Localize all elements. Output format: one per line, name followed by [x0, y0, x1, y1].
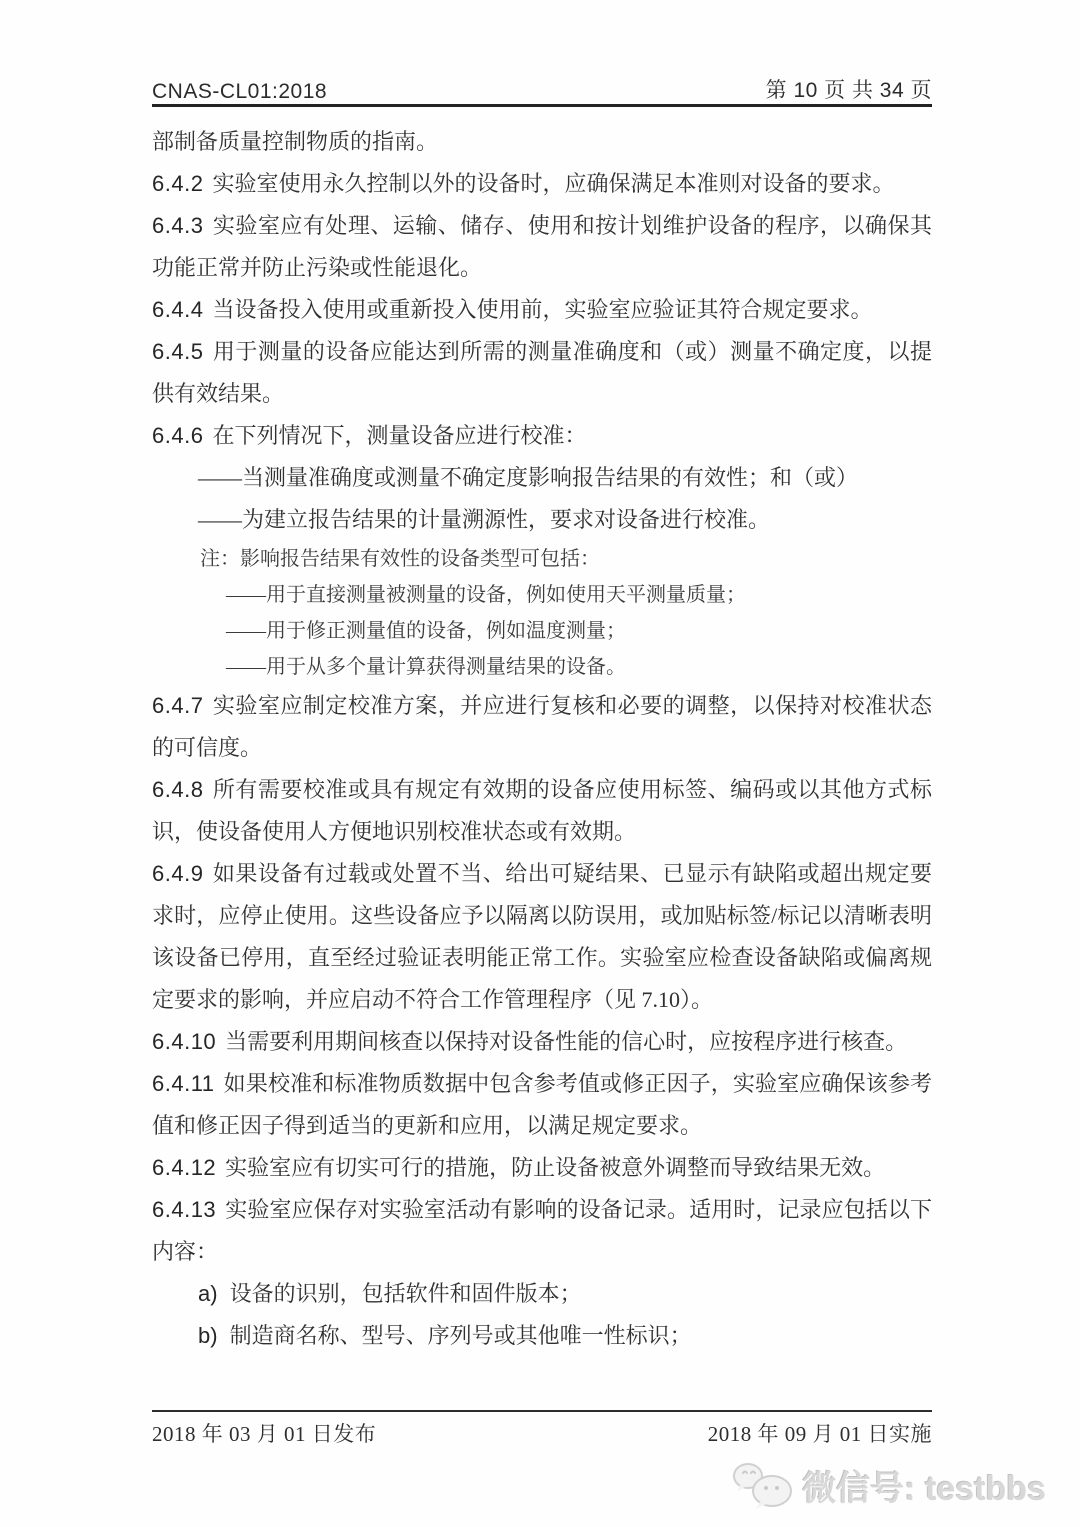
paragraph-continuation: 部制备质量控制物质的指南。: [152, 129, 439, 154]
note-line: 注：影响报告结果有效性的设备类型可包括：: [200, 548, 600, 570]
footer-issue-date: 2018 年 03 月 01 日发布: [152, 1422, 377, 1446]
note-dash-item: ——用于直接测量被测量的设备，例如使用天平测量质量；: [226, 584, 746, 606]
clause-text: 实验室应制定校准方案，并应进行复核和必要的调整，以保持对校准状态的可信度。: [152, 693, 932, 760]
clause-6-4-13: [152, 1189, 932, 1273]
clause-number: 6.4.2: [152, 171, 204, 196]
watermark-label: 微信号: testbbs: [802, 1469, 1046, 1508]
header-page-info: 第 10 页 共 34 页: [765, 79, 932, 102]
clause-text: 用于测量的设备应能达到所需的测量准确度和（或）测量不确定度，以提供有效结果。: [152, 339, 932, 406]
clause-text: 当设备投入使用或重新投入使用前，实验室应验证其符合规定要求。: [212, 297, 873, 322]
dash-item: ——当测量准确度或测量不确定度影响报告结果的有效性；和（或）: [198, 465, 859, 490]
clause-6-4-4: [152, 289, 932, 331]
clause-number: 6.4.9: [152, 861, 204, 886]
page-footer: [152, 1418, 932, 1448]
clause-text: 实验室应有切实可行的措施，防止设备被意外调整而导致结果无效。: [225, 1155, 886, 1180]
clause-text: 如果设备有过载或处置不当、给出可疑结果、已显示有缺陷或超出规定要求时，应停止使用。这些设备应予以隔离以防误用，或加贴标签/标记以清晰表明该设备已停用，直至经过验证表明能正常工作。实验室应检查设备缺陷或偏离规定要求的影响，并应启动不符合工作管理程序（见 7.10）。: [152, 861, 932, 1012]
note-dash-item: ——用于从多个量计算获得测量结果的设备。: [226, 656, 626, 678]
clause-number: 6.4.11: [152, 1071, 215, 1096]
header-rule: [152, 104, 932, 107]
list-marker: a): [198, 1281, 218, 1306]
list-item-b: [152, 1315, 932, 1357]
clause-number: 6.4.3: [152, 213, 204, 238]
list-marker: b): [198, 1323, 218, 1348]
clause-6-4-7: [152, 685, 932, 769]
clause-text: 在下列情况下，测量设备应进行校准：: [212, 423, 587, 448]
clause-text: 当需要利用期间核查以保持对设备性能的信心时，应按程序进行核查。: [225, 1029, 908, 1054]
header-doc-code: CNAS-CL01:2018: [152, 80, 328, 103]
wechat-icon: [730, 1459, 794, 1511]
clause-number: 6.4.6: [152, 423, 204, 448]
clause-number: 6.4.10: [152, 1029, 217, 1054]
clause-6-4-12: [152, 1147, 932, 1189]
document-body: [152, 121, 932, 1357]
clause-6-4-6: [152, 415, 932, 457]
footer-impl-date: 2018 年 09 月 01 日实施: [707, 1422, 932, 1446]
list-text: 制造商名称、型号、序列号或其他唯一性标识；: [229, 1323, 692, 1348]
clause-text: 实验室应保存对实验室活动有影响的设备记录。适用时，记录应包括以下内容：: [152, 1197, 932, 1264]
note-dash-item: ——用于修正测量值的设备，例如温度测量；: [226, 620, 626, 642]
clause-text: 如果校准和标准物质数据中包含参考值或修正因子，实验室应确保该参考值和修正因子得到适当的更新和应用，以满足规定要求。: [152, 1071, 932, 1138]
clause-text: 实验室应有处理、运输、储存、使用和按计划维护设备的程序，以确保其功能正常并防止污染或性能退化。: [152, 213, 932, 280]
dash-item: ——为建立报告结果的计量溯源性，要求对设备进行校准。: [198, 507, 771, 532]
clause-6-4-9: [152, 853, 932, 1021]
list-text: 设备的识别，包括软件和固件版本；: [229, 1281, 582, 1306]
clause-number: 6.4.7: [152, 693, 204, 718]
clause-number: 6.4.5: [152, 339, 204, 364]
clause-6-4-10: [152, 1021, 932, 1063]
clause-6-4-2: [152, 163, 932, 205]
list-item-a: [152, 1273, 932, 1315]
watermark: [730, 1459, 1046, 1511]
clause-number: 6.4.4: [152, 297, 204, 322]
clause-6-4-8: [152, 769, 932, 853]
clause-6-4-5: [152, 331, 932, 415]
clause-number: 6.4.8: [152, 777, 204, 802]
clause-6-4-11: [152, 1063, 932, 1147]
clause-6-4-3: [152, 205, 932, 289]
page-header: [152, 70, 932, 104]
clause-number: 6.4.12: [152, 1155, 217, 1180]
clause-number: 6.4.13: [152, 1197, 217, 1222]
footer-rule: [152, 1410, 932, 1412]
clause-text: 所有需要校准或具有规定有效期的设备应使用标签、编码或以其他方式标识，使设备使用人方便地识别校准状态或有效期。: [152, 777, 932, 844]
clause-text: 实验室使用永久控制以外的设备时，应确保满足本准则对设备的要求。: [212, 171, 895, 196]
